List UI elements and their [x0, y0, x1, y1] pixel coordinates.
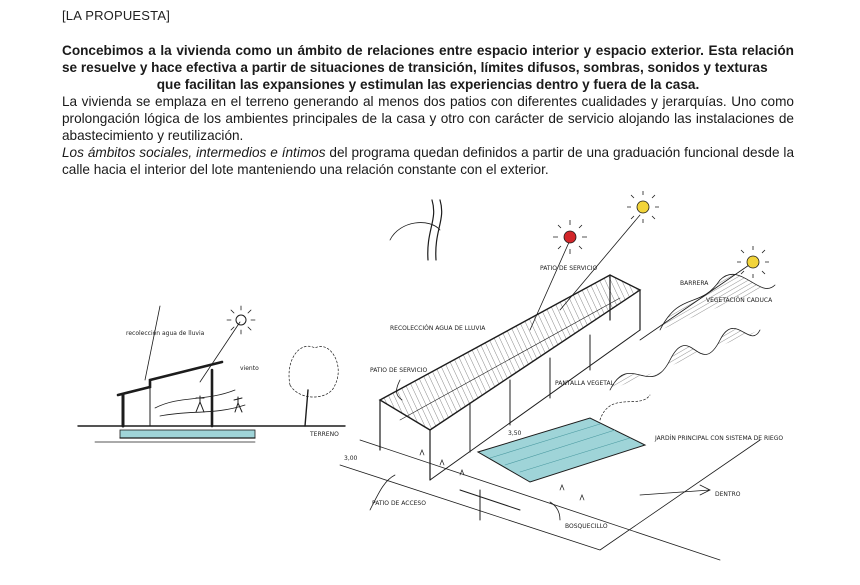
sun-icon-yellow-2 — [737, 246, 769, 278]
axon-label-barrier: BARRERA — [680, 280, 709, 287]
body-paragraph-2-text: del programa quedan definidos a partir de una graduación funcional desde la calle hacia el interior del lote manteniendo una relación constante con el exterior. — [62, 145, 795, 177]
lead-paragraph-closing: que facilitan las expansiones y estimulan las experiencias dentro y fuera de la casa. — [156, 77, 700, 92]
section-sketch — [78, 306, 345, 442]
body-paragraph-1: La vivienda se emplaza en el terreno generando al menos dos patios con diferentes cualidades y jerarquías. Uno como prolongación lógica de los ambientes principales de la casa y otro con carácter de servicio alojando las instalaciones de abastecimiento y reutilización. — [62, 94, 794, 143]
axon-label-grove: BOSQUECILLO — [565, 523, 608, 530]
axon-label-rainwater: RECOLECCIÓN AGUA DE LLUVIA — [390, 325, 486, 332]
sketch-canvas — [0, 190, 860, 585]
architectural-sketch — [0, 190, 860, 585]
axon-label-main-garden: JARDÍN PRINCIPAL CON SISTEMA DE RIEGO — [655, 435, 784, 442]
axon-label-deciduous: VEGETACIÓN CADUCA — [706, 297, 773, 304]
axon-label-patio: PATIO DE SERVICIO — [370, 367, 428, 374]
sun-icon-yellow-1 — [627, 191, 659, 223]
section-label-rain: recolección agua de lluvia — [126, 330, 205, 337]
axon-label-access-patio: PATIO DE ACCESO — [372, 500, 426, 507]
axon-label-dimension-2: 3,00 — [344, 455, 358, 462]
section-tag: [LA PROPUESTA] — [62, 8, 171, 23]
axon-label-screen: PANTALLA VEGETAL — [555, 380, 614, 387]
body-paragraph-2 — [62, 144, 794, 178]
axon-label-dimension-1: 3,50 — [508, 430, 522, 437]
text-block — [62, 42, 794, 178]
axon-label-service-patio: PATIO DE SERVICIO — [540, 265, 598, 272]
lead-paragraph: Concebimos a la vivienda como un ámbito de relaciones entre espacio interior y espacio exterior. Esta relación se resuelve y hace efectiva a partir de situaciones de transición, límites difusos, sombras, sonidos y texturas — [62, 43, 794, 75]
section-label-ground: TERRENO — [310, 431, 339, 438]
body-paragraph-2-emphasis: Los ámbitos sociales, intermedios e íntimos — [62, 145, 326, 160]
sun-icon-red — [553, 220, 587, 254]
axon-label-inside: DENTRO — [715, 491, 741, 498]
section-label-wind: viento — [240, 365, 259, 372]
